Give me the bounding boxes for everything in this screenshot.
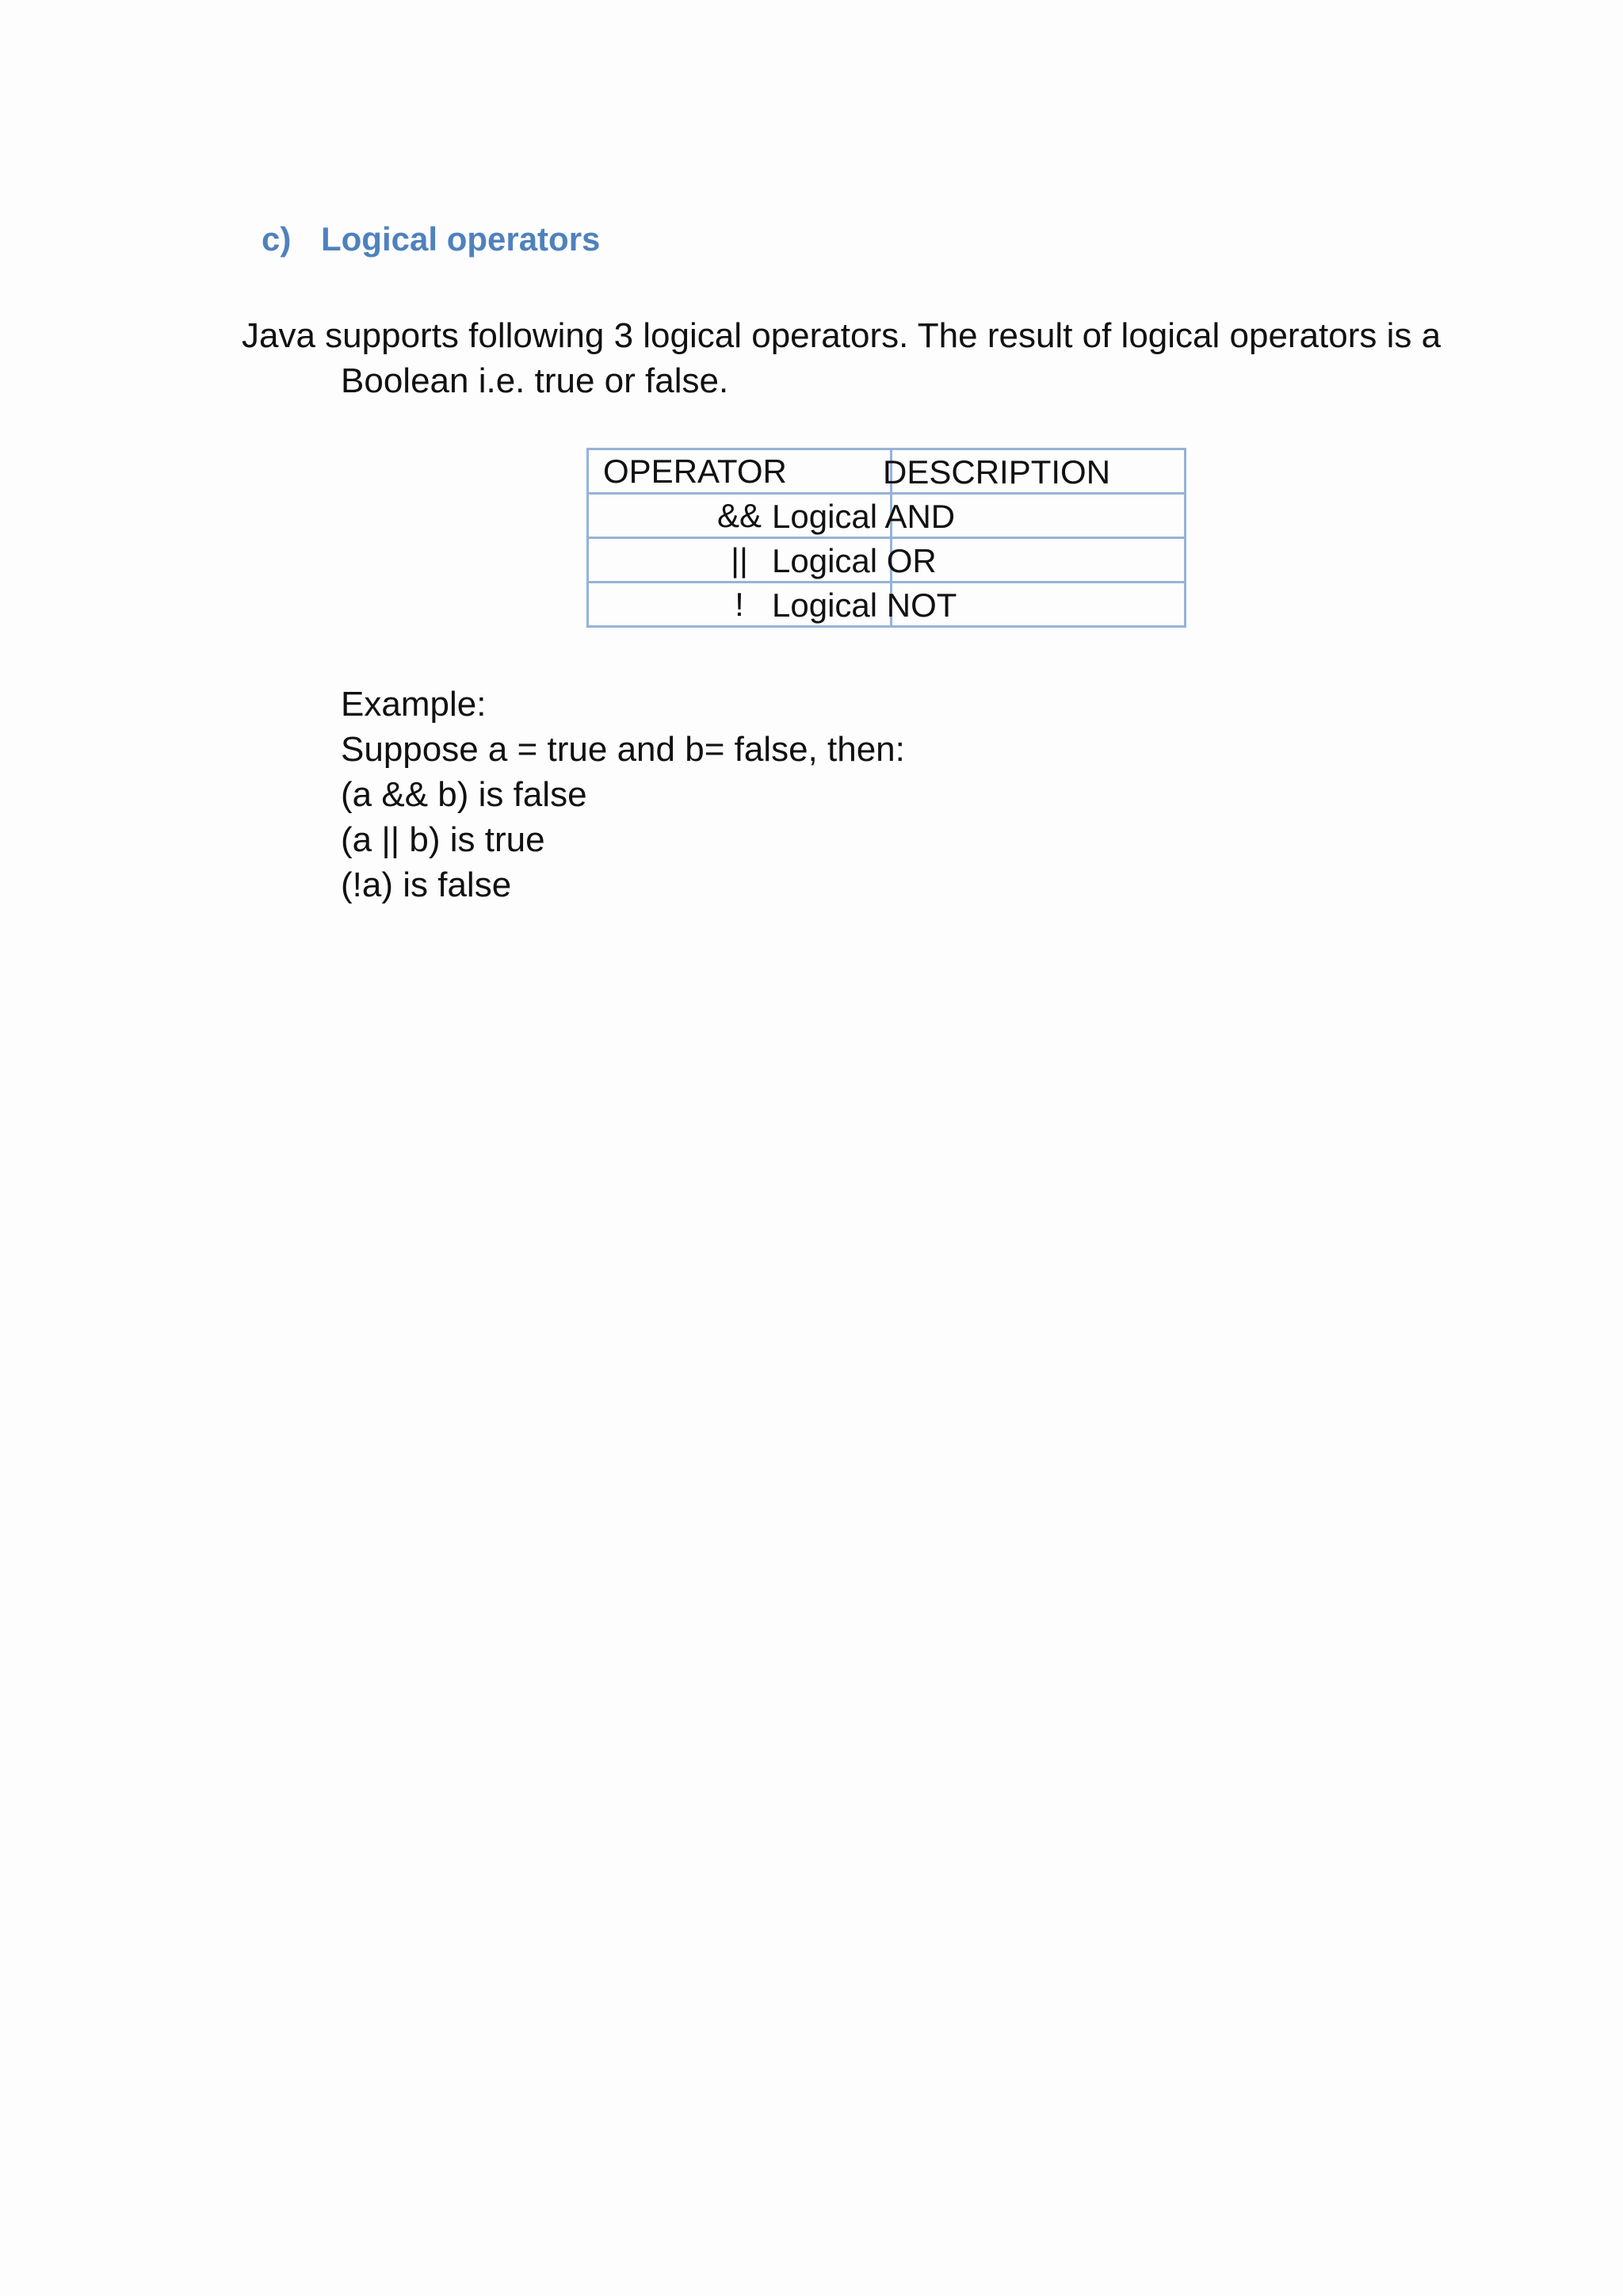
operator-cell: && [588,494,892,538]
table-header-row [588,449,1186,494]
example-line: Suppose a = true and b= false, then: [341,730,905,769]
intro-paragraph [242,313,1446,403]
table-row [588,538,1186,583]
description-text: Logical AND [772,498,956,535]
header-description-cell [883,449,1186,494]
example-label: Example: [341,685,487,724]
section-heading [262,220,600,258]
section-title: Logical operators [321,220,601,258]
example-line: (a || b) is true [341,820,545,859]
operator-cell: || [588,538,892,583]
description-text: Logical OR [772,542,937,579]
header-description: DESCRIPTION [883,453,1111,491]
list-marker: c) [262,220,292,258]
example-block [341,682,905,907]
intro-line-2: Boolean i.e. true or false. [341,361,729,400]
example-line: (a && b) is false [341,775,587,814]
intro-line-1: Java supports following 3 logical operators. The result of logical operators is a [242,316,1442,355]
table-row [588,583,1186,627]
table-row [588,494,1186,538]
description-cell [772,583,1186,627]
description-cell [772,494,1186,538]
header-operator: OPERATOR [588,449,892,494]
description-cell [772,538,1186,583]
operator-cell: ! [588,583,892,627]
operators-table [586,448,1186,628]
description-text: Logical NOT [772,586,957,624]
example-line: (!a) is false [341,865,512,904]
